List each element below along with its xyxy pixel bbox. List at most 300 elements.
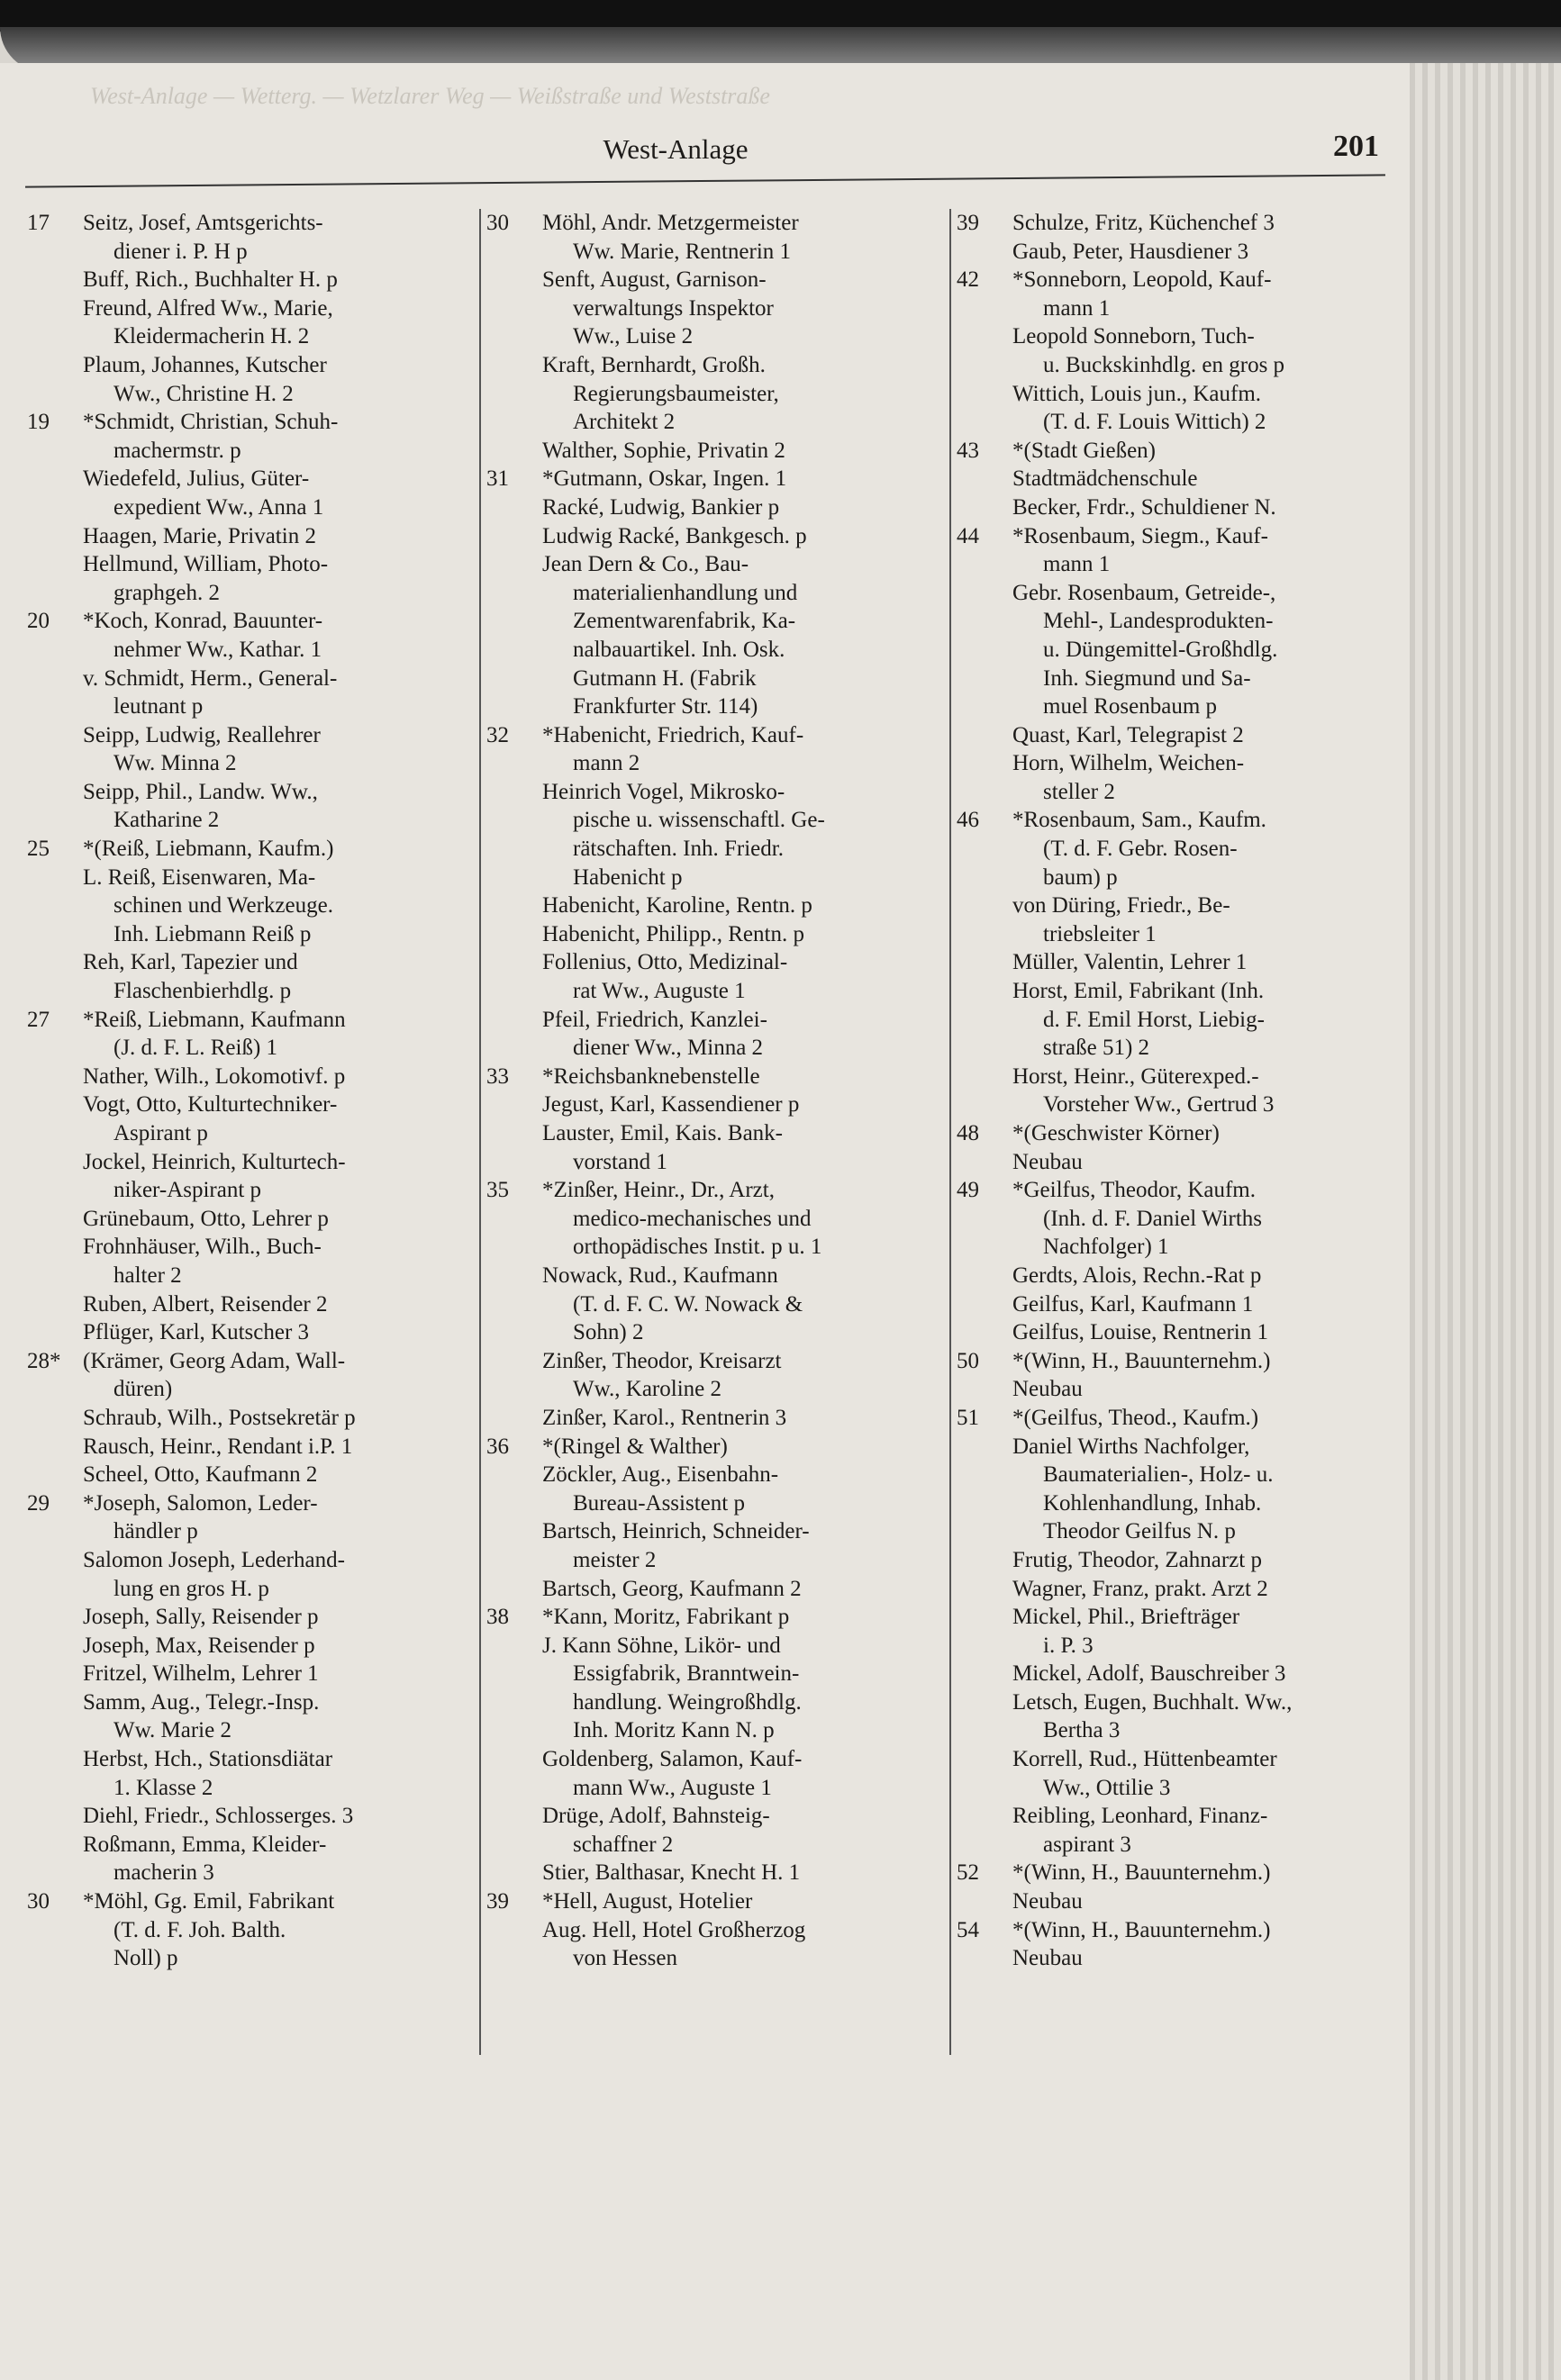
directory-line (486, 692, 941, 721)
house-number (486, 437, 542, 466)
entry-text: graphgeh. 2 (113, 580, 221, 605)
directory-line (486, 1831, 941, 1860)
house-number: 27 (27, 1007, 50, 1032)
directory-line (486, 665, 941, 693)
entry-text: Inh. Moritz Kann N. p (573, 1718, 775, 1743)
entry-text: Heinrich Vogel, Mikrosko- (542, 779, 785, 804)
directory-line (27, 749, 473, 778)
house-number: 31 (486, 466, 509, 492)
entry-text: Nachfolger) 1 (1043, 1235, 1169, 1260)
house-number (27, 380, 83, 409)
house-number (486, 749, 542, 778)
house-number (27, 1859, 83, 1887)
directory-line (27, 322, 473, 351)
house-number (486, 607, 542, 636)
directory-line (486, 1632, 941, 1661)
entry-text: Ruben, Albert, Reisender 2 (83, 1291, 328, 1317)
directory-line (486, 1489, 941, 1518)
directory-line (486, 920, 941, 949)
house-number: 51 (957, 1405, 979, 1430)
entry-text: Daniel Wirths Nachfolger, (1012, 1434, 1250, 1459)
entry-text: Vogt, Otto, Kulturtechniker- (83, 1092, 338, 1118)
directory-line (27, 692, 473, 721)
house-number (486, 1090, 542, 1119)
directory-line (957, 1205, 1398, 1234)
entry-text: Reh, Karl, Tapezier und (83, 950, 298, 975)
directory-line (27, 891, 473, 920)
house-number (486, 1831, 542, 1860)
bleed-through-text: West-Anlage — Wetterg. — Wetzlarer Weg — Weißstraße und Weststraße (90, 83, 770, 109)
entry-text: nalbauartikel. Inh. Osk. (573, 637, 785, 662)
entry-text: Ludwig Racké, Bankgesch. p (542, 523, 807, 548)
house-number (957, 1603, 1012, 1632)
directory-line (27, 1205, 473, 1234)
directory-line (486, 749, 941, 778)
directory-line (486, 1205, 941, 1234)
entry-text: Korrell, Rud., Hüttenbeamter (1012, 1747, 1277, 1772)
house-number (27, 1716, 83, 1745)
house-number (486, 692, 542, 721)
entry-text: machermstr. p (113, 438, 241, 463)
directory-line (486, 322, 941, 351)
house-number (957, 1716, 1012, 1745)
directory-line (957, 1148, 1398, 1177)
house-number (957, 579, 1012, 608)
house-number (27, 1119, 83, 1148)
directory-line (27, 1375, 473, 1404)
house-number: 52 (957, 1860, 979, 1886)
house-number (27, 1546, 83, 1575)
entry-text: Zinßer, Karol., Rentnerin 3 (542, 1405, 787, 1430)
directory-line (957, 1774, 1398, 1803)
directory-line (27, 1887, 473, 1916)
directory-line (486, 1575, 941, 1604)
entry-text: Sohn) 2 (573, 1320, 644, 1345)
house-number: 19 (27, 410, 50, 435)
entry-text: Architekt 2 (573, 410, 676, 435)
column-divider (949, 209, 951, 2055)
house-number (957, 977, 1012, 1006)
directory-line (27, 266, 473, 294)
house-number (486, 1290, 542, 1319)
entry-text: baum) p (1043, 864, 1118, 890)
directory-line (957, 1944, 1398, 1973)
house-number (957, 692, 1012, 721)
column-2 (486, 209, 941, 1973)
entry-text: Ww., Ottilie 3 (1043, 1775, 1171, 1800)
entry-text: Ww. Marie 2 (113, 1718, 231, 1743)
directory-line (957, 1347, 1398, 1376)
entry-text: Kraft, Bernhardt, Großh. (542, 352, 766, 377)
directory-line (486, 835, 941, 864)
house-number: 49 (957, 1178, 979, 1203)
column-1 (27, 209, 473, 1973)
entry-text: *Reiß, Liebmann, Kaufmann (83, 1007, 346, 1032)
directory-line (957, 550, 1398, 579)
house-number (486, 1802, 542, 1831)
directory-line (957, 806, 1398, 835)
directory-line (486, 607, 941, 636)
directory-line (957, 948, 1398, 977)
directory-line (486, 1546, 941, 1575)
house-number: 36 (486, 1434, 509, 1459)
house-number (486, 1119, 542, 1148)
entry-text: Haagen, Marie, Privatin 2 (83, 523, 316, 548)
entry-text: Jean Dern & Co., Bau- (542, 552, 749, 577)
house-number (957, 607, 1012, 636)
entry-text: (T. d. F. Louis Wittich) 2 (1043, 410, 1266, 435)
house-number (486, 1660, 542, 1688)
house-number (957, 322, 1012, 351)
directory-line (486, 1034, 941, 1063)
directory-line (957, 1375, 1398, 1404)
entry-text: Aug. Hell, Hotel Großherzog (542, 1917, 806, 1942)
house-number (486, 1745, 542, 1774)
directory-line (486, 864, 941, 892)
entry-text: Stier, Balthasar, Knecht H. 1 (542, 1860, 801, 1886)
directory-line (486, 1433, 941, 1461)
house-number (27, 920, 83, 949)
entry-text: Wiedefeld, Julius, Güter- (83, 466, 310, 492)
entry-text: Drüge, Adolf, Bahnsteig- (542, 1804, 770, 1829)
entry-text: vorstand 1 (573, 1149, 667, 1174)
entry-text: *Rosenbaum, Siegm., Kauf- (1012, 523, 1268, 548)
directory-line (486, 238, 941, 267)
house-number (957, 1546, 1012, 1575)
house-number (27, 1034, 83, 1063)
directory-line (486, 1176, 941, 1205)
house-number (27, 636, 83, 665)
entry-text: Becker, Frdr., Schuldiener N. (1012, 494, 1276, 520)
entry-text: Rausch, Heinr., Rendant i.P. 1 (83, 1434, 353, 1459)
house-number (486, 1489, 542, 1518)
directory-line (27, 835, 473, 864)
directory-line (486, 1887, 941, 1916)
entry-text: pische u. wissenschaftl. Ge- (573, 808, 825, 833)
house-number (27, 550, 83, 579)
entry-text: Wagner, Franz, prakt. Arzt 2 (1012, 1576, 1268, 1601)
house-number (957, 1090, 1012, 1119)
directory-line (27, 493, 473, 522)
entry-text: *(Stadt Gießen) (1012, 438, 1156, 463)
directory-line (957, 1233, 1398, 1262)
entry-text: Senft, August, Garnison- (542, 267, 767, 293)
directory-line (27, 1632, 473, 1661)
directory-line (486, 1944, 941, 1973)
entry-text: expedient Ww., Anna 1 (113, 494, 324, 520)
directory-line (486, 1461, 941, 1489)
entry-text: *(Ringel & Walther) (542, 1434, 728, 1459)
entry-text: Kohlenhandlung, Inhab. (1043, 1490, 1262, 1516)
house-number (27, 1517, 83, 1546)
entry-text: Gutmann H. (Fabrik (573, 665, 757, 691)
directory-line (27, 1176, 473, 1205)
directory-line (486, 209, 941, 238)
entry-text: von Düring, Friedr., Be- (1012, 893, 1230, 919)
directory-line (27, 1802, 473, 1831)
house-number (27, 1375, 83, 1404)
entry-text: *Zinßer, Heinr., Dr., Arzt, (542, 1178, 775, 1203)
directory-line (957, 1887, 1398, 1916)
directory-line (957, 1090, 1398, 1119)
entry-text: Nowack, Rud., Kaufmann (542, 1262, 778, 1288)
house-number (27, 294, 83, 323)
house-number: 30 (27, 1889, 50, 1914)
entry-text: rat Ww., Auguste 1 (573, 979, 746, 1004)
entry-text: Hellmund, William, Photo- (83, 552, 329, 577)
entry-text: Theodor Geilfus N. p (1043, 1519, 1236, 1544)
house-number (486, 294, 542, 323)
entry-text: *(Winn, H., Bauunternehm.) (1012, 1860, 1271, 1886)
house-number (27, 778, 83, 807)
house-number (27, 864, 83, 892)
entry-text: *(Winn, H., Bauunternehm.) (1012, 1348, 1271, 1373)
directory-line (957, 579, 1398, 608)
house-number (27, 1603, 83, 1632)
house-number: 38 (486, 1605, 509, 1630)
house-number (957, 721, 1012, 750)
entry-text: mann 1 (1043, 295, 1111, 321)
entry-text: *(Geilfus, Theod., Kaufm.) (1012, 1405, 1259, 1430)
entry-text: Frutig, Theodor, Zahnarzt p (1012, 1547, 1262, 1572)
entry-text: *Sonneborn, Leopold, Kauf- (1012, 267, 1272, 293)
house-number (27, 266, 83, 294)
entry-text: Reibling, Leonhard, Finanz- (1012, 1804, 1268, 1829)
entry-text: triebsleiter 1 (1043, 921, 1157, 946)
directory-line (957, 209, 1398, 238)
entry-text: orthopädisches Instit. p u. 1 (573, 1235, 822, 1260)
directory-line (27, 1745, 473, 1774)
entry-text: Kleidermacherin H. 2 (113, 324, 310, 349)
house-number (957, 1148, 1012, 1177)
house-number: 30 (486, 211, 509, 235)
entry-text: mann 1 (1043, 552, 1111, 577)
directory-line (486, 1148, 941, 1177)
house-number (957, 1461, 1012, 1489)
house-number (957, 920, 1012, 949)
entry-text: Herbst, Hch., Stationsdiätar (83, 1747, 333, 1772)
directory-line (27, 1859, 473, 1887)
house-number (957, 778, 1012, 807)
directory-line (957, 437, 1398, 466)
directory-line (27, 1404, 473, 1433)
house-number (27, 493, 83, 522)
directory-line (27, 665, 473, 693)
house-number (486, 1034, 542, 1063)
entry-text: mann Ww., Auguste 1 (573, 1775, 772, 1800)
directory-line (27, 920, 473, 949)
house-number (957, 891, 1012, 920)
entry-text: Plaum, Johannes, Kutscher (83, 352, 327, 377)
house-number (27, 1944, 83, 1973)
directory-line (957, 1575, 1398, 1604)
house-number (957, 380, 1012, 409)
directory-line (957, 1063, 1398, 1091)
entry-text: Quast, Karl, Telegrapist 2 (1012, 722, 1244, 747)
entry-text: v. Schmidt, Herm., General- (83, 665, 338, 691)
house-number (486, 948, 542, 977)
house-number (486, 1006, 542, 1035)
entry-text: Vorsteher Ww., Gertrud 3 (1043, 1092, 1275, 1118)
entry-text: düren) (113, 1377, 173, 1402)
house-number (486, 1716, 542, 1745)
entry-text: Frohnhäuser, Wilh., Buch- (83, 1235, 322, 1260)
house-number (27, 1176, 83, 1205)
directory-line (486, 1688, 941, 1717)
entry-text: L. Reiß, Eisenwaren, Ma- (83, 864, 316, 890)
directory-line (27, 1119, 473, 1148)
entry-text: Follenius, Otto, Medizinal- (542, 950, 788, 975)
directory-line (957, 1716, 1398, 1745)
house-number (27, 891, 83, 920)
house-number (27, 1745, 83, 1774)
entry-text: Seipp, Phil., Landw. Ww., (83, 779, 318, 804)
entry-text: niker-Aspirant p (113, 1178, 262, 1203)
house-number (957, 1006, 1012, 1035)
directory-line (957, 1006, 1398, 1035)
house-number (957, 1205, 1012, 1234)
directory-line (486, 1716, 941, 1745)
house-number (27, 437, 83, 466)
directory-line (957, 1119, 1398, 1148)
entry-text: Jegust, Karl, Kassendiener p (542, 1092, 800, 1118)
entry-text: Inh. Liebmann Reiß p (113, 921, 312, 946)
house-number: 50 (957, 1348, 979, 1373)
house-number (957, 1517, 1012, 1546)
directory-line (27, 806, 473, 835)
directory-line (486, 806, 941, 835)
directory-line (486, 1262, 941, 1290)
directory-line (27, 1660, 473, 1688)
house-number: 44 (957, 523, 979, 548)
directory-line (27, 977, 473, 1006)
directory-line (957, 1517, 1398, 1546)
house-number (957, 1688, 1012, 1717)
entry-text: lung en gros H. p (113, 1576, 269, 1601)
house-number (27, 1205, 83, 1234)
entry-text: Gerdts, Alois, Rechn.-Rat p (1012, 1262, 1262, 1288)
house-number (486, 1148, 542, 1177)
directory-line (957, 1831, 1398, 1860)
directory-line (957, 721, 1398, 750)
entry-text: Aspirant p (113, 1121, 208, 1145)
house-number (27, 1461, 83, 1489)
house-number (486, 238, 542, 267)
directory-line (27, 607, 473, 636)
entry-text: Gebr. Rosenbaum, Getreide-, (1012, 580, 1276, 605)
house-number (486, 579, 542, 608)
entry-text: halter 2 (113, 1262, 182, 1288)
entry-text: Mehl-, Landesprodukten- (1043, 609, 1274, 634)
directory-line (27, 1433, 473, 1461)
directory-line (27, 522, 473, 551)
directory-line (957, 636, 1398, 665)
directory-line (957, 1034, 1398, 1063)
entry-text: muel Rosenbaum p (1043, 694, 1218, 719)
directory-line (957, 351, 1398, 380)
directory-line (27, 1944, 473, 1973)
house-number (486, 380, 542, 409)
entry-text: 1. Klasse 2 (113, 1775, 213, 1800)
directory-line (486, 579, 941, 608)
directory-line (486, 1774, 941, 1803)
directory-line (27, 550, 473, 579)
directory-line (27, 1318, 473, 1347)
house-number (957, 1063, 1012, 1091)
house-number (957, 1575, 1012, 1604)
directory-line (27, 864, 473, 892)
directory-line (486, 266, 941, 294)
directory-line (486, 1119, 941, 1148)
directory-line (957, 465, 1398, 493)
house-number: 42 (957, 267, 979, 293)
house-number (486, 920, 542, 949)
entry-text: Habenicht, Karoline, Rentn. p (542, 893, 812, 919)
directory-line (957, 1916, 1398, 1945)
page-number: 201 (1333, 130, 1379, 163)
directory-line (957, 1433, 1398, 1461)
entry-text: Horn, Wilhelm, Weichen- (1012, 751, 1245, 776)
directory-line (27, 1774, 473, 1803)
directory-line (957, 408, 1398, 437)
entry-text: Horst, Emil, Fabrikant (Inh. (1012, 979, 1265, 1004)
entry-text: Ww., Karoline 2 (573, 1377, 722, 1402)
directory-line (27, 1262, 473, 1290)
house-number (957, 1233, 1012, 1262)
entry-text: Ww. Marie, Rentnerin 1 (573, 239, 792, 264)
entry-text: Buff, Rich., Buchhalter H. p (83, 267, 338, 293)
house-number (957, 1632, 1012, 1661)
house-number (957, 493, 1012, 522)
directory-line (957, 607, 1398, 636)
entry-text: *Reichsbanknebenstelle (542, 1063, 760, 1089)
directory-line (27, 636, 473, 665)
house-number (486, 493, 542, 522)
entry-text: (Krämer, Georg Adam, Wall- (83, 1348, 346, 1373)
house-number (27, 465, 83, 493)
directory-line (957, 1859, 1398, 1887)
entry-text: materialienhandlung und (573, 580, 798, 605)
house-number (27, 749, 83, 778)
house-number (27, 977, 83, 1006)
house-number (957, 1290, 1012, 1319)
entry-text: Schulze, Fritz, Küchenchef 3 (1012, 211, 1275, 235)
directory-line (27, 465, 473, 493)
entry-text: Zinßer, Theodor, Kreisarzt (542, 1348, 782, 1373)
entry-text: (J. d. F. L. Reiß) 1 (113, 1036, 278, 1061)
directory-line (27, 408, 473, 437)
directory-line (957, 977, 1398, 1006)
entry-text: Bertha 3 (1043, 1718, 1121, 1743)
directory-line (486, 351, 941, 380)
entry-text: Stadtmädchenschule (1012, 466, 1198, 492)
directory-line (27, 1489, 473, 1518)
page-edges (1410, 63, 1561, 2380)
directory-line (486, 1318, 941, 1347)
house-number (486, 522, 542, 551)
entry-text: Inh. Siegmund und Sa- (1043, 665, 1251, 691)
entry-text: (T. d. F. Joh. Balth. (113, 1917, 286, 1942)
entry-text: Pflüger, Karl, Kutscher 3 (83, 1320, 310, 1345)
directory-line (486, 408, 941, 437)
directory-line (957, 294, 1398, 323)
house-number: 20 (27, 609, 50, 634)
entry-text: Nather, Wilh., Lokomotivf. p (83, 1063, 346, 1089)
entry-text: Scheel, Otto, Kaufmann 2 (83, 1462, 318, 1488)
directory-line (27, 1716, 473, 1745)
entry-text: Möhl, Andr. Metzgermeister (542, 211, 799, 235)
house-number: 32 (486, 722, 509, 747)
